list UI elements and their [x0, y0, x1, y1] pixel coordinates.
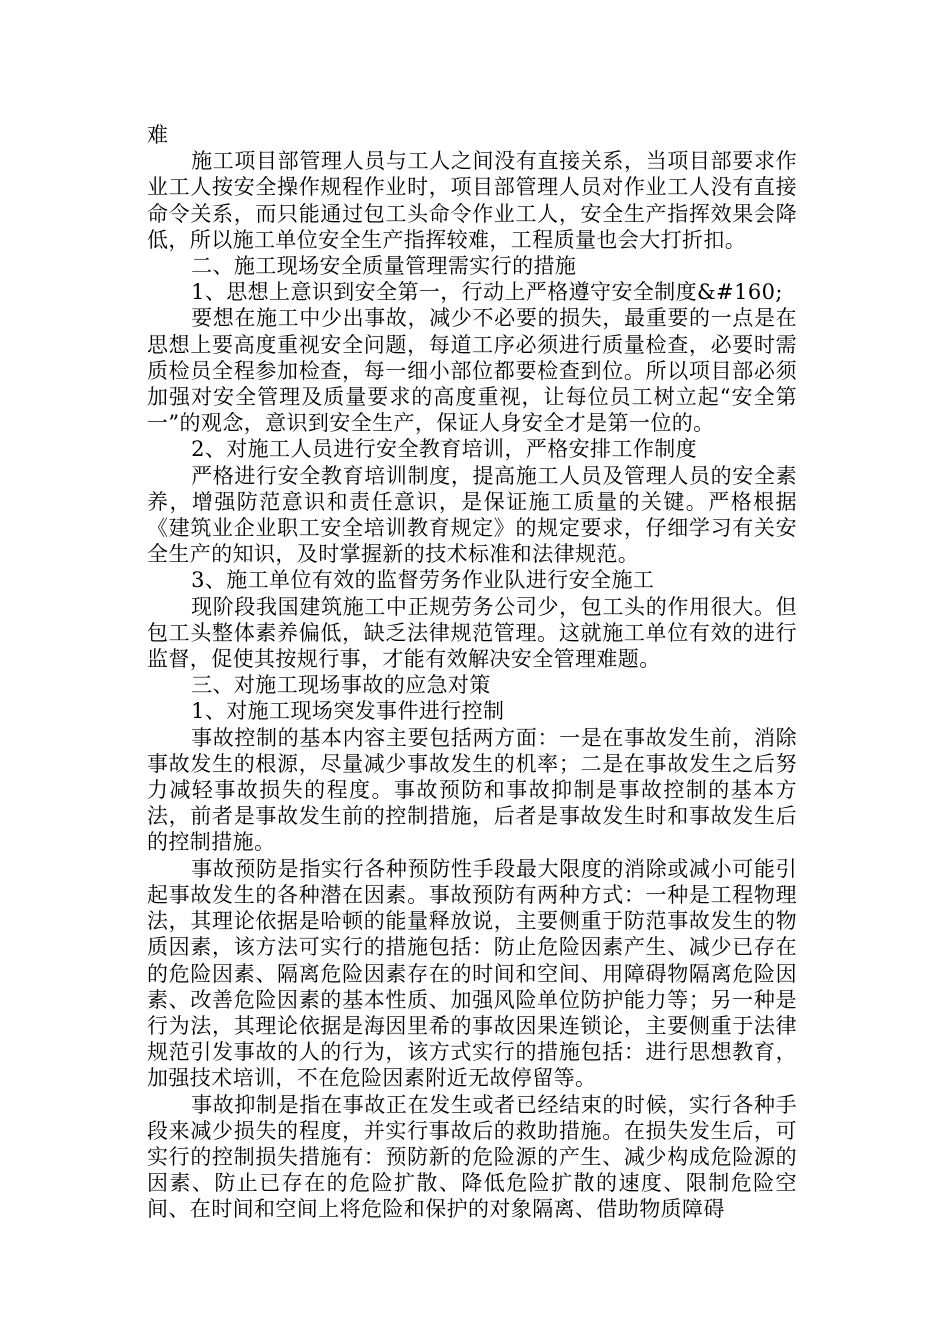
subsection-heading-3-1: 1、对施工现场突发事件进行控制 — [191, 699, 505, 724]
paragraph-continuation: 难 — [147, 123, 169, 147]
body-paragraph: 现阶段我国建筑施工中正规劳务公司少，包工头的作用很大。但包工头整体素养偏低，缺乏法律规范管理。这就施工单位有效的进行监督，促使其按规行事，才能有效解决安全管理难题。 — [147, 594, 797, 672]
body-paragraph: 事故控制的基本内容主要包括两方面：一是在事故发生前，消除事故发生的根源，尽量减少事故发生的机率；二是在事故发生之后努力减轻事故损失的程度。事故预防和事故抑制是事故控制的基本方法，前者是事故发生前的控制措施，后者是事故发生时和事故发生后的控制措施。 — [147, 725, 797, 855]
section-heading-2: 二、施工现场安全质量管理需实行的措施 — [191, 254, 577, 279]
subsection-heading-2-3: 3、施工单位有效的监督劳务作业队进行安全施工 — [191, 568, 655, 593]
body-paragraph: 事故抑制是指在事故正在发生或者已经结束的时候，实行各种手段来减少损失的程度，并实行事故后的救助措施。在损失发生后，可实行的控制损失措施有：预防新的危险源的产生、减少构成危险源的因素、防止已存在的危险扩散、降低危险扩散的速度、限制危险空间、在时间和空间上将危险和保护的对象隔离、借助物质障碍 — [147, 1092, 797, 1222]
body-paragraph: 施工项目部管理人员与工人之间没有直接关系，当项目部要求作业工人按安全操作规程作业时，项目部管理人员对作业工人没有直接命令关系，而只能通过包工头命令作业工人，安全生产指挥效果会降低，所以施工单位安全生产指挥较难，工程质量也会大打折扣。 — [147, 149, 797, 252]
section-heading-3: 三、对施工现场事故的应急对策 — [191, 673, 491, 698]
subsection-heading-2-2: 2、对施工人员进行安全教育培训，严格安排工作制度 — [191, 437, 698, 462]
body-paragraph: 要想在施工中少出事故，减少不必要的损失，最重要的一点是在思想上要高度重视安全问题，每道工序必须进行质量检查，必要时需质检员全程参加检查，每一细小部位都要检查到位。所以项目部必须加强对安全管理及质量要求的高度重视，让每位员工树立起“安全第一”的观念，意识到安全生产，保证人身安全才是第一位的。 — [147, 306, 797, 436]
body-paragraph: 事故预防是指实行各种预防性手段最大限度的消除或减小可能引起事故发生的各种潜在因素。事故预防有两种方式：一种是工程物理法，其理论依据是哈顿的能量释放说，主要侧重于防范事故发生的物质因素，该方法可实行的措施包括：防止危险因素产生、减少已存在的危险因素、隔离危险因素存在的时间和空间、用障碍物隔离危险因素、改善危险因素的基本性质、加强风险单位防护能力等；另一种是行为法，其理论依据是海因里希的事故因果连锁论，主要侧重于法律规范引发事故的人的行为，该方式实行的措施包括：进行思想教育，加强技术培训，不在危险因素附近无故停留等。 — [147, 856, 797, 1091]
body-paragraph: 严格进行安全教育培训制度，提高施工人员及管理人员的安全素养，增强防范意识和责任意识，是保证施工质量的关键。严格根据《建筑业企业职工安全培训教育规定》的规定要求，仔细学习有关安全生产的知识，及时掌握新的技术标准和法律规范。 — [147, 463, 797, 567]
document-page — [147, 122, 797, 1223]
subsection-heading-2-1: 1、思想上意识到安全第一，行动上严格遵守安全制度&#160; — [191, 280, 783, 305]
